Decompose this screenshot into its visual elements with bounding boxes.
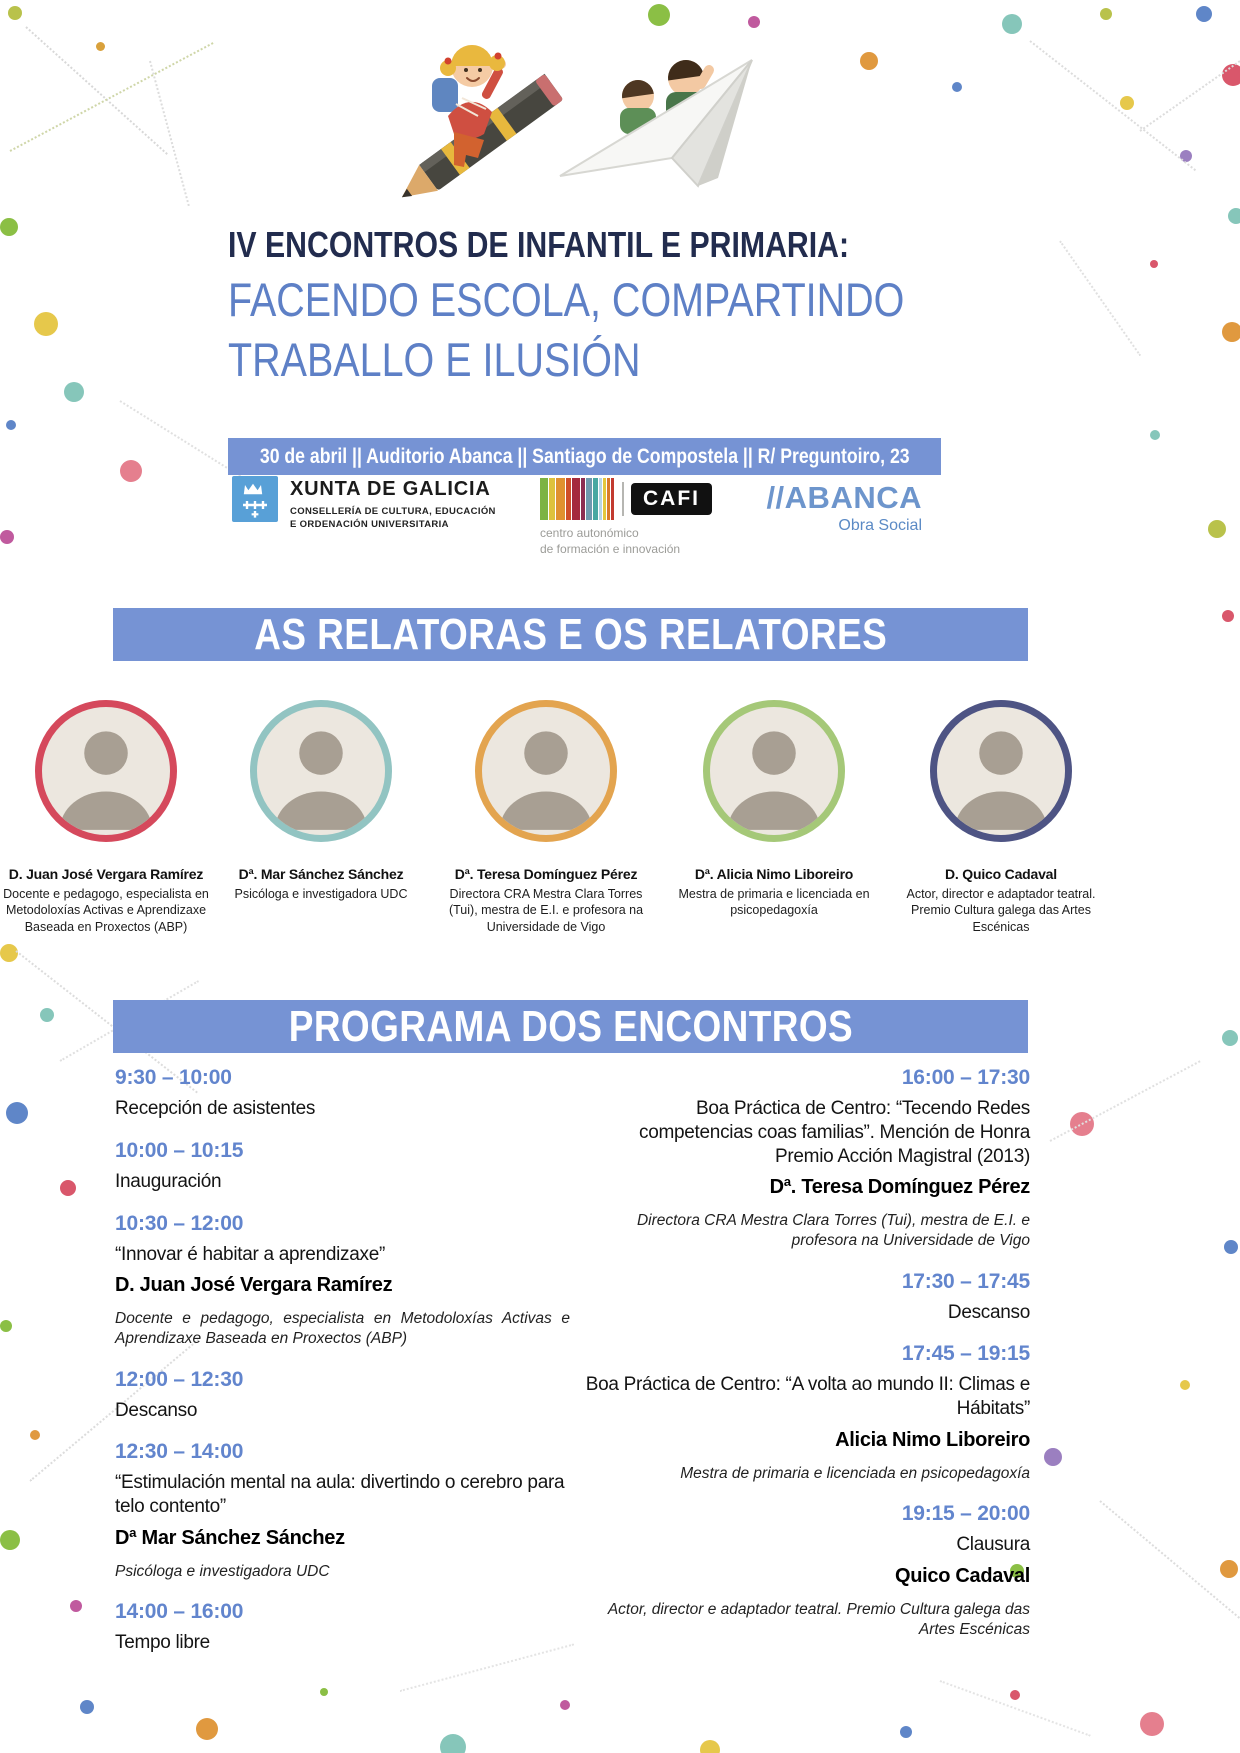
program-speaker-bio: Directora CRA Mestra Clara Torres (Tui), mestra de E.I. e profesora na Universidade de Vigo — [636, 1212, 1030, 1250]
speaker-name: Dª. Mar Sánchez Sánchez — [238, 866, 404, 882]
program-item — [115, 1440, 570, 1582]
xunta-sub-line1: CONSELLERÍA DE CULTURA, EDUCACIÓN — [290, 506, 496, 517]
cafi-sub-line2: de formación e innovación — [540, 541, 681, 556]
program-title: “Innovar é habitar a aprendizaxe” — [115, 1243, 385, 1265]
program-section-bar — [113, 1000, 1028, 1053]
xunta-de-galicia-logo — [232, 476, 496, 532]
program-time: 17:45 – 19:15 — [901, 1342, 1030, 1366]
speaker-card — [440, 700, 652, 935]
logos-row — [0, 476, 1240, 556]
program-column-left — [115, 1066, 570, 1655]
program-time: 14:00 – 16:00 — [115, 1599, 244, 1623]
speakers-section-bar — [113, 608, 1028, 661]
pencil-girl-illustration — [392, 45, 563, 210]
speaker-bio: Directora CRA Mestra Clara Torres (Tui), mestra de E.I. e profesora na Universidade de Vigo — [448, 887, 644, 934]
program-item — [580, 1342, 1030, 1484]
speaker-bio: Mestra de primaria e licenciada en psicopedagoxía — [678, 887, 870, 918]
program-item — [580, 1270, 1030, 1325]
program-speaker: D. Juan José Vergara Ramírez — [115, 1274, 393, 1297]
speaker-bio: Psicóloga e investigadora UDC — [234, 887, 408, 901]
event-info-text: 30 de abril || Auditorio Abanca || Santiago de Compostela || R/ Preguntoiro, 23 — [259, 444, 910, 468]
program-item — [580, 1502, 1030, 1640]
event-title-line1: IV ENCONTROS DE INFANTIL E PRIMARIA: — [228, 224, 850, 265]
person-silhouette-icon — [257, 707, 385, 835]
speaker-photo — [703, 700, 845, 842]
program-time: 10:30 – 12:00 — [115, 1211, 244, 1235]
speaker-card — [668, 700, 880, 919]
person-silhouette-icon — [710, 707, 838, 835]
program-speaker-bio: Psicóloga e investigadora UDC — [115, 1562, 330, 1580]
program-speaker-bio: Mestra de primaria e licenciada en psicopedagoxía — [680, 1464, 1030, 1482]
program-time: 17:30 – 17:45 — [901, 1269, 1030, 1293]
program-speaker: Dª. Teresa Domínguez Pérez — [769, 1176, 1030, 1199]
person-silhouette-icon — [482, 707, 610, 835]
program-time: 12:00 – 12:30 — [115, 1367, 244, 1391]
event-title-line3: TRABALLO E ILUSIÓN — [228, 332, 641, 386]
xunta-logo-text: XUNTA DE GALICIA — [290, 478, 491, 500]
program-title: Tempo libre — [115, 1631, 210, 1653]
program-title: Boa Práctica de Centro: “Tecendo Redes competencias coas familias”. Mención de Honra Premio Acción Magistral (2013) — [639, 1098, 1030, 1167]
program-time: 9:30 – 10:00 — [115, 1066, 232, 1089]
program-speaker-bio: Docente e pedagogo, especialista en Metodoloxías Activas e Aprendizaxe Baseada en Proxectos (ABP) — [115, 1310, 570, 1348]
program-title: Boa Práctica de Centro: “A volta ao mundo II: Climas e Hábitats” — [585, 1374, 1030, 1420]
header-illustration — [320, 8, 760, 218]
speaker-name: D. Juan José Vergara Ramírez — [8, 866, 204, 882]
program-time: 10:00 – 10:15 — [115, 1138, 244, 1162]
speaker-bio: Actor, director e adaptador teatral. Premio Cultura galega das Artes Escénicas — [906, 887, 1096, 934]
cafi-divider — [622, 482, 624, 516]
program-speaker: Alicia Nimo Liboreiro — [835, 1428, 1030, 1451]
program-title: Descanso — [115, 1399, 198, 1421]
speaker-card — [0, 700, 212, 935]
program-title: Clausura — [956, 1533, 1030, 1555]
program-speaker: Quico Cadaval — [894, 1564, 1030, 1587]
event-info-bar — [228, 438, 941, 475]
xunta-sub-line2: E ORDENACIÓN UNIVERSITARIA — [290, 519, 449, 531]
program-item — [115, 1600, 570, 1655]
program-item — [115, 1368, 570, 1423]
abanca-wordmark: //ABANCA — [766, 480, 922, 515]
program-title: Descanso — [947, 1301, 1030, 1323]
program-speaker-bio: Actor, director e adaptador teatral. Premio Cultura galega das Artes Escénicas — [607, 1600, 1030, 1638]
abanca-logo — [752, 480, 922, 535]
person-silhouette-icon — [42, 707, 170, 835]
xunta-crest-icon — [232, 476, 278, 522]
speaker-card — [895, 700, 1107, 935]
speaker-card — [215, 700, 427, 902]
program-column-right — [580, 1066, 1030, 1640]
speaker-photo — [930, 700, 1072, 842]
cafi-logo — [540, 478, 770, 557]
event-title-line2: FACENDO ESCOLA, COMPARTINDO — [228, 273, 905, 326]
cafi-stripes-icon — [540, 478, 615, 520]
speakers-section-title: AS RELATORAS E OS RELATORES — [254, 609, 887, 659]
program-title: “Estimulación mental na aula: divertindo o cerebro para telo contento” — [115, 1472, 565, 1518]
speaker-photo — [475, 700, 617, 842]
program-title: Recepción de asistentes — [115, 1098, 316, 1119]
speakers-row — [0, 700, 1240, 990]
program-item — [115, 1212, 570, 1350]
cafi-wordmark: CAFI — [631, 483, 712, 515]
speaker-name: Dª. Alicia Nimo Liboreiro — [694, 866, 854, 882]
speaker-name: D. Quico Cadaval — [945, 866, 1057, 882]
paper-plane-illustration — [560, 58, 752, 186]
cafi-sub-line1: centro autonómico — [540, 526, 639, 540]
person-silhouette-icon — [937, 707, 1065, 835]
speaker-name: Dª. Teresa Domínguez Pérez — [454, 866, 638, 882]
program-time: 19:15 – 20:00 — [901, 1501, 1030, 1525]
program-item — [115, 1139, 570, 1194]
program-time: 16:00 – 17:30 — [901, 1066, 1030, 1089]
speaker-bio: Docente e pedagogo, especialista en Metodoloxías Activas e Aprendizaxe Baseada en Proxectos (ABP) — [3, 887, 209, 934]
program-speaker: Dª Mar Sánchez Sánchez — [115, 1526, 345, 1549]
speaker-photo — [250, 700, 392, 842]
title-block — [228, 224, 968, 385]
program-item — [580, 1066, 1030, 1252]
abanca-obra-social: Obra Social — [838, 517, 922, 534]
program-item — [115, 1066, 570, 1121]
program-title: Inauguración — [115, 1170, 222, 1192]
speaker-photo — [35, 700, 177, 842]
program-time: 12:30 – 14:00 — [115, 1440, 244, 1464]
program-section-title: PROGRAMA DOS ENCONTROS — [288, 1001, 853, 1051]
